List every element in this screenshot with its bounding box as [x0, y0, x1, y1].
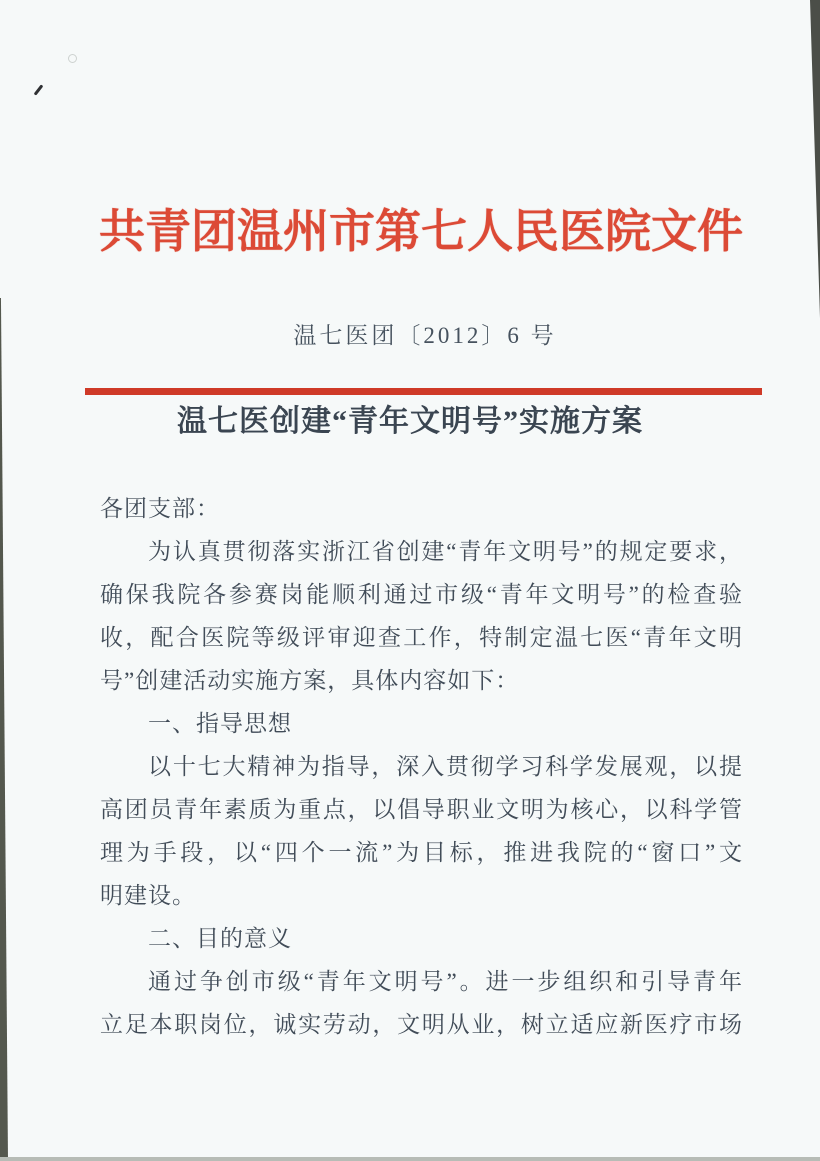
scan-speck-mark	[68, 54, 77, 63]
document-title: 温七医创建“青年文明号”实施方案	[177, 405, 643, 438]
body-line: 立足本职岗位，诚实劳动，文明从业，树立适应新医疗市场	[100, 1012, 742, 1037]
body-line: 号”创建活动实施方案，具体内容如下：	[100, 668, 520, 693]
scan-edge-right	[810, 0, 820, 318]
scan-pen-mark	[34, 84, 44, 95]
body-heading-1: 一、指导思想	[148, 711, 292, 736]
document-number: 温七医团〔2012〕6 号	[293, 323, 557, 348]
letterhead-org-title: 共青团温州市第七人民医院文件	[99, 206, 743, 257]
body-line: 通过争创市级“青年文明号”。进一步组织和引导青年	[148, 969, 742, 994]
body-line: 为认真贯彻落实浙江省创建“青年文明号”的规定要求，	[148, 539, 742, 564]
body-heading-2: 二、目的意义	[148, 926, 292, 951]
document-body	[100, 487, 742, 1046]
body-line: 确保我院各参赛岗能顺利通过市级“青年文明号”的检查验	[100, 582, 742, 607]
body-line: 理为手段，以“四个一流”为目标，推进我院的“窗口”文	[100, 840, 742, 865]
body-line-salutation: 各团支部：	[100, 496, 220, 521]
red-separator-rule	[85, 388, 762, 395]
scan-edge-bottom	[0, 1157, 820, 1161]
body-line: 以十七大精神为指导，深入贯彻学习科学发展观，以提	[148, 754, 742, 779]
body-line: 收，配合医院等级评审迎查工作，特制定温七医“青年文明	[100, 625, 742, 650]
body-line: 明建设。	[100, 883, 196, 908]
body-line: 高团员青年素质为重点，以倡导职业文明为核心，以科学管	[100, 797, 742, 822]
